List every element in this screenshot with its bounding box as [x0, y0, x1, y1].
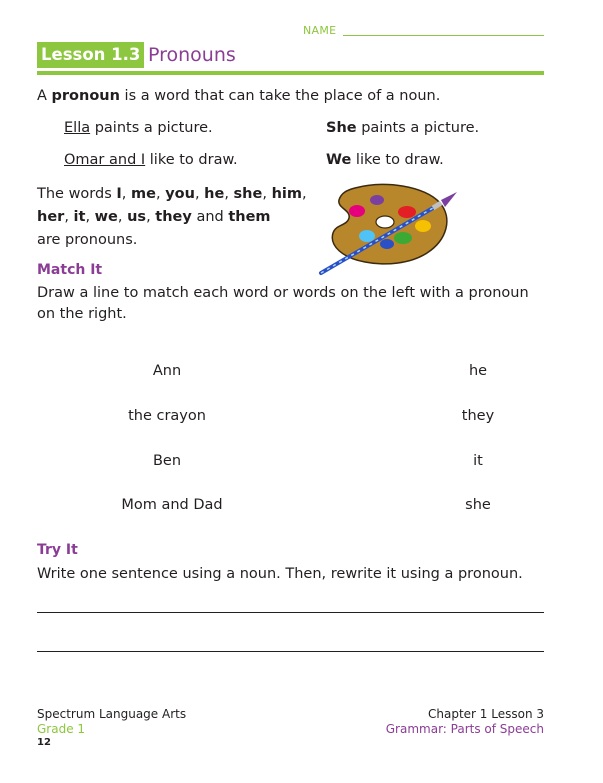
footer-topic: Grammar: Parts of Speech [385, 722, 544, 736]
footer-book-title: Spectrum Language Arts [37, 707, 187, 721]
definition-post: is a word that can take the place of a noun. [119, 88, 441, 104]
pronoun-word: we [94, 209, 118, 225]
separator: , [155, 186, 166, 202]
paint-palette-icon [315, 178, 465, 278]
example-noun-1 [64, 118, 213, 138]
pronoun-word: me [131, 186, 156, 202]
try-it-instructions: Write one sentence using a noun. Then, rewrite it using a pronoun. [37, 566, 523, 582]
definition-pre: A [37, 88, 52, 104]
example-pronoun-word: We [326, 152, 352, 168]
match-right-item[interactable]: he [468, 363, 488, 379]
match-left-item[interactable]: Ann [152, 363, 182, 379]
example-noun-word: Omar and I [64, 152, 146, 168]
page-number: 12 [37, 737, 51, 748]
match-right-item[interactable]: they [461, 408, 495, 424]
pronoun-word: she [233, 186, 263, 202]
pronoun-word: her [37, 209, 65, 225]
definition-term: pronoun [51, 88, 120, 104]
pronoun-word: us [127, 209, 147, 225]
example-noun-rest: paints a picture. [90, 120, 213, 136]
match-it-instructions [37, 283, 529, 325]
example-pronoun-rest: paints a picture. [356, 120, 480, 136]
pronoun-word: they [155, 209, 192, 225]
pronoun-word: you [165, 186, 195, 202]
pronoun-list-lead: The words [37, 186, 117, 202]
separator: , [117, 209, 128, 225]
pronoun-list-paragraph [37, 183, 307, 252]
separator: , [262, 186, 272, 202]
separator: , [146, 209, 156, 225]
match-it-instructions-line-2: on the right. [37, 306, 127, 322]
lesson-badge: Lesson 1.3 [37, 42, 144, 68]
match-right-item[interactable]: it [473, 453, 483, 469]
lesson-title: Pronouns [148, 44, 236, 66]
separator: , [301, 186, 307, 202]
example-noun-word: Ella [64, 120, 91, 136]
match-right-item[interactable]: she [465, 497, 491, 513]
match-left-item[interactable]: the crayon [128, 408, 206, 424]
separator: , [121, 186, 132, 202]
try-it-heading: Try It [37, 542, 78, 558]
pronoun-list-tail: are pronouns. [37, 232, 138, 248]
separator-and: and [191, 209, 229, 225]
answer-write-line-2[interactable] [37, 651, 544, 652]
footer-chapter: Chapter 1 Lesson 3 [428, 707, 544, 721]
example-pronoun-2 [326, 150, 444, 170]
separator: , [85, 209, 95, 225]
example-pronoun-1 [326, 118, 479, 138]
separator: , [64, 209, 74, 225]
footer-grade: Grade 1 [37, 722, 86, 736]
header-divider [37, 71, 544, 75]
pronoun-word: him [271, 186, 302, 202]
example-noun-rest: like to draw. [145, 152, 238, 168]
match-left-item[interactable]: Mom and Dad [121, 497, 223, 513]
name-write-line[interactable] [343, 35, 544, 36]
match-it-instructions-line-1: Draw a line to match each word or words on the left with a pronoun [37, 285, 529, 301]
pronoun-list-line-1 [37, 183, 307, 206]
answer-write-line-1[interactable] [37, 612, 544, 613]
separator: , [224, 186, 234, 202]
name-label: NAME [303, 24, 337, 37]
match-left-item[interactable]: Ben [152, 453, 182, 469]
definition-sentence [37, 86, 440, 106]
example-pronoun-word: She [326, 120, 357, 136]
example-noun-2 [64, 150, 238, 170]
separator: , [194, 186, 205, 202]
pronoun-word: them [228, 209, 271, 225]
pronoun-word: he [204, 186, 225, 202]
pronoun-word: I [116, 186, 122, 202]
match-it-heading: Match It [37, 262, 103, 278]
pronoun-list-line-2 [37, 206, 307, 229]
pronoun-word: it [73, 209, 86, 225]
example-pronoun-rest: like to draw. [351, 152, 444, 168]
